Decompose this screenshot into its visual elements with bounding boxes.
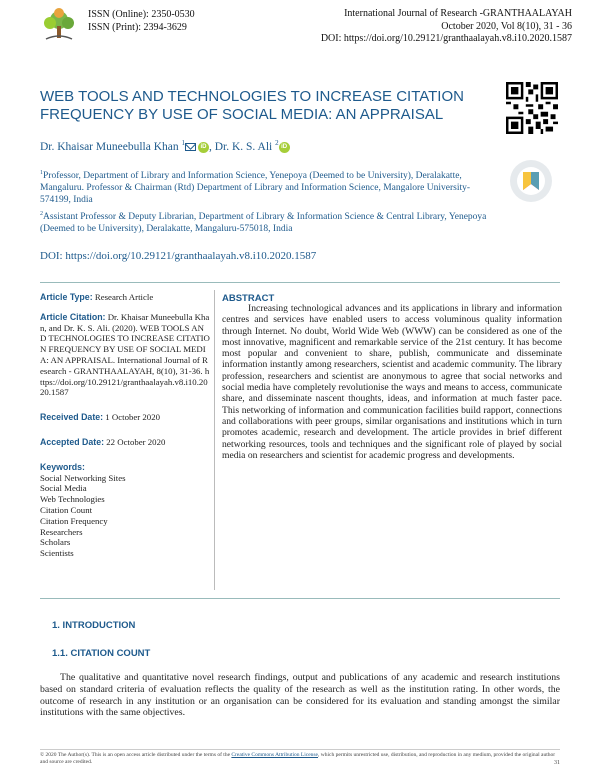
keyword: Social Media bbox=[40, 483, 87, 494]
article-info-sidebar bbox=[40, 292, 210, 559]
mail-icon[interactable] bbox=[185, 143, 196, 151]
divider bbox=[40, 749, 560, 750]
abstract-text: Increasing technological advances and its applications in library and information centres and services have enabled users to access voluminous quality information through Internet. No doubt, World Wide Web (WWW) can be considered as one of the most innovative, magnificent and remarkable service of the 21st century. It has become most popular and convenient to share, publish, communicate and disseminate information instantly among researchers, scientist and academic community. The library profession, researchers and scientist are anonymous to agree that social networks and social media have completely revolutionise the ways and means to access, communicate share, and disseminate nascent thoughts, ideas, and information at much faster pace. This networking of information and communication facilities build rapport, connections and collaborations with peer groups, similar organisations and institutions which in turn promotes academic, research and development. The article provides in brief different networking resources, tools and techniques and the significant role of played by social media on researchers and scientist for academic progress and developments. bbox=[222, 303, 562, 461]
keyword: Researchers bbox=[40, 526, 83, 537]
issn-online: ISSN (Online): 2350-0530 bbox=[88, 9, 195, 20]
article-doi[interactable]: DOI: https://doi.org/10.29121/granthaalayah.v8.i10.2020.1587 bbox=[40, 250, 317, 262]
received-value: 1 October 2020 bbox=[105, 412, 161, 423]
keyword: Social Networking Sites bbox=[40, 472, 126, 483]
citation-label: Article Citation: bbox=[40, 311, 106, 322]
affiliation-sup: 2 bbox=[40, 211, 43, 217]
keyword: Scientists bbox=[40, 548, 74, 559]
orcid-icon[interactable]: iD bbox=[279, 142, 290, 153]
issn-print: ISSN (Print): 2394-3629 bbox=[88, 22, 187, 33]
issn-block bbox=[88, 8, 195, 34]
orcid-icon[interactable]: iD bbox=[198, 142, 209, 153]
journal-header bbox=[321, 8, 572, 46]
column-divider bbox=[214, 290, 215, 590]
journal-issue: October 2020, Vol 8(10), 31 - 36 bbox=[441, 20, 572, 32]
journal-name: International Journal of Research -GRANTHAALAYAH bbox=[344, 8, 572, 19]
author-1[interactable]: Dr. Khaisar Muneebulla Khan bbox=[40, 140, 179, 153]
license-link[interactable]: Creative Commons Attribution License bbox=[231, 752, 319, 758]
accepted-value: 22 October 2020 bbox=[106, 436, 166, 447]
article-type-label: Article Type: bbox=[40, 292, 93, 302]
keyword: Citation Frequency bbox=[40, 515, 108, 526]
affiliation-text: Professor, Department of Library and Information Science, Yenepoya (Deemed to be University), Deralakatte, Mangaluru. Professor & Chairman (Rtd) Department of Library and Information Science, Mangalore University-574199, India bbox=[40, 171, 471, 206]
subsection-heading: 1.1. CITATION COUNT bbox=[52, 648, 151, 659]
keyword: Web Technologies bbox=[40, 494, 105, 505]
affiliation-1 bbox=[40, 167, 500, 206]
keyword: Scholars bbox=[40, 537, 71, 548]
accepted-label: Accepted Date: bbox=[40, 436, 105, 447]
received-label: Received Date: bbox=[40, 412, 104, 423]
keyword: Citation Count bbox=[40, 504, 93, 515]
section-heading: 1. INTRODUCTION bbox=[52, 620, 136, 631]
page-number: 31 bbox=[554, 760, 560, 766]
paper-title: WEB TOOLS AND TECHNOLOGIES TO INCREASE CITATION FREQUENCY BY USE OF SOCIAL MEDIA: AN APPRAISAL bbox=[40, 88, 464, 123]
body-paragraph: The qualitative and quantitative novel research findings, output and publications of any academic and research institutions based on standard criteria of evaluation reflects the quality of the research as well as the institution rating. In other words, the outcome of research in any institution or an organisation can be considered for its evaluation and standing amongst the similar institutions with the same objectives. bbox=[40, 672, 560, 719]
license-pre: © 2020 The Author(s). This is an open access article distributed under the terms of the bbox=[40, 752, 231, 758]
license-footer bbox=[40, 752, 560, 766]
keywords-block bbox=[40, 462, 210, 559]
divider bbox=[40, 282, 560, 283]
license-post: , which permits unrestricted use, distribution, and reproduction in any medium, provided the original author and source are credited. bbox=[40, 752, 556, 765]
crossmark-icon[interactable] bbox=[510, 160, 552, 202]
header-doi[interactable]: DOI: https://doi.org/10.29121/granthaalayah.v8.i10.2020.1587 bbox=[320, 33, 572, 44]
qr-code-icon bbox=[506, 82, 558, 134]
author-1-sup: 1 bbox=[181, 139, 185, 147]
journal-logo-icon bbox=[36, 6, 82, 44]
affiliation-2 bbox=[40, 208, 500, 235]
affiliation-sup: 1 bbox=[40, 170, 43, 176]
citation-value: Dr. Khaisar Muneebulla Khan, and Dr. K. S. Ali. (2020). WEB TOOLS AND TECHNOLOGIES TO INCREASE CITATION FREQUENCY BY USE OF SOCIAL MEDIA: AN APPRAISAL. International Journal of Research - GRANTHAALAYAH, 8(10), 31-36. https://doi.org/10.29121/granthaalayah.v8.i10.2020.1587 bbox=[40, 311, 210, 398]
authors-line bbox=[40, 139, 290, 153]
author-2[interactable]: Dr. K. S. Ali bbox=[214, 140, 273, 153]
author-separator: , bbox=[208, 140, 212, 153]
abstract-heading: ABSTRACT bbox=[222, 293, 275, 304]
author-2-sup: 2 bbox=[275, 139, 279, 147]
article-type-value: Research Article bbox=[94, 292, 154, 302]
affiliation-text: Assistant Professor & Deputy Librarian, Department of Library & Information Science & Central Library, Yenepoya (Deemed to be University), Deralakatte, Mangaluru-575018, India bbox=[40, 212, 487, 235]
keywords-label: Keywords: bbox=[40, 461, 85, 472]
divider bbox=[40, 598, 560, 599]
